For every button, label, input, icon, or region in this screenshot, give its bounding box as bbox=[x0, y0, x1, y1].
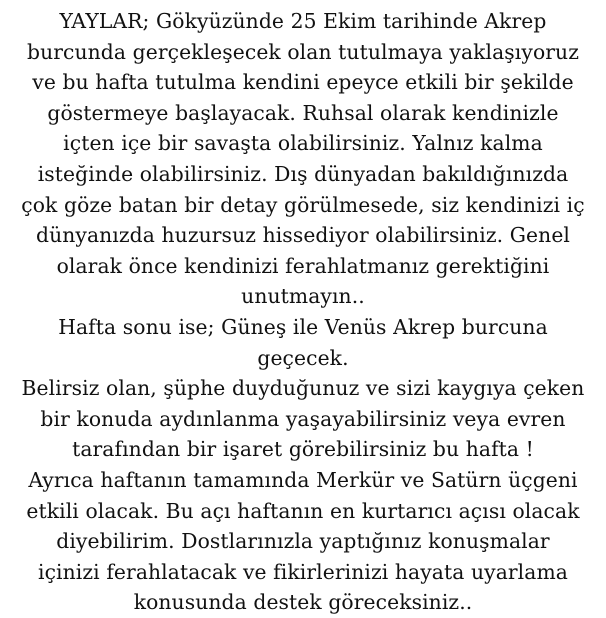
horoscope-text bbox=[0, 6, 606, 618]
text-line: geçecek. bbox=[257, 345, 349, 370]
text-line: olarak önce kendinizi ferahlatmanız gerektiğini bbox=[56, 253, 550, 278]
text-line: YAYLAR; Gökyüzünde 25 Ekim tarihinde Akrep bbox=[59, 9, 547, 33]
text-line: dünyanızda huzursuz hissediyor olabilirsiniz. Genel bbox=[35, 223, 571, 248]
text-line: konusunda destek göreceksiniz.. bbox=[133, 590, 473, 615]
text-line: Belirsiz olan, şüphe duyduğunuz ve sizi kaygıya çeken bbox=[21, 376, 585, 401]
text-line: ve bu hafta tutulma kendini epeyce etkili bir şekilde bbox=[32, 70, 574, 95]
text-line: burcunda gerçekleşecek olan tutulmaya yaklaşıyoruz bbox=[26, 39, 580, 64]
text-line: Ayrıca haftanın tamamında Merkür ve Satürn üçgeni bbox=[28, 467, 578, 492]
text-line: içten içe bir savaşta olabilirsiniz. Yalnız kalma bbox=[63, 131, 543, 156]
text-line: isteğinde olabilirsiniz. Dış dünyadan bakıldığınızda bbox=[37, 161, 569, 186]
text-line: tarafından bir işaret görebilirsiniz bu hafta ! bbox=[72, 437, 534, 462]
text-line: unutmayın.. bbox=[241, 284, 365, 309]
text-line: içinizi ferahlatacak ve fikirlerinizi hayata uyarlama bbox=[38, 559, 568, 584]
text-line: diyebilirim. Dostlarınızla yaptığınız konuşmalar bbox=[56, 529, 550, 554]
text-line: bir konuda aydınlanma yaşayabilirsiniz veya evren bbox=[40, 406, 566, 431]
text-line: etkili olacak. Bu açı haftanın en kurtarıcı açısı olacak bbox=[26, 498, 580, 523]
text-line: göstermeye başlayacak. Ruhsal olarak kendinizle bbox=[47, 100, 559, 125]
text-line: Hafta sonu ise; Güneş ile Venüs Akrep burcuna bbox=[58, 314, 548, 339]
text-line: çok göze batan bir detay görülmesede, siz kendinizi iç bbox=[21, 192, 585, 217]
